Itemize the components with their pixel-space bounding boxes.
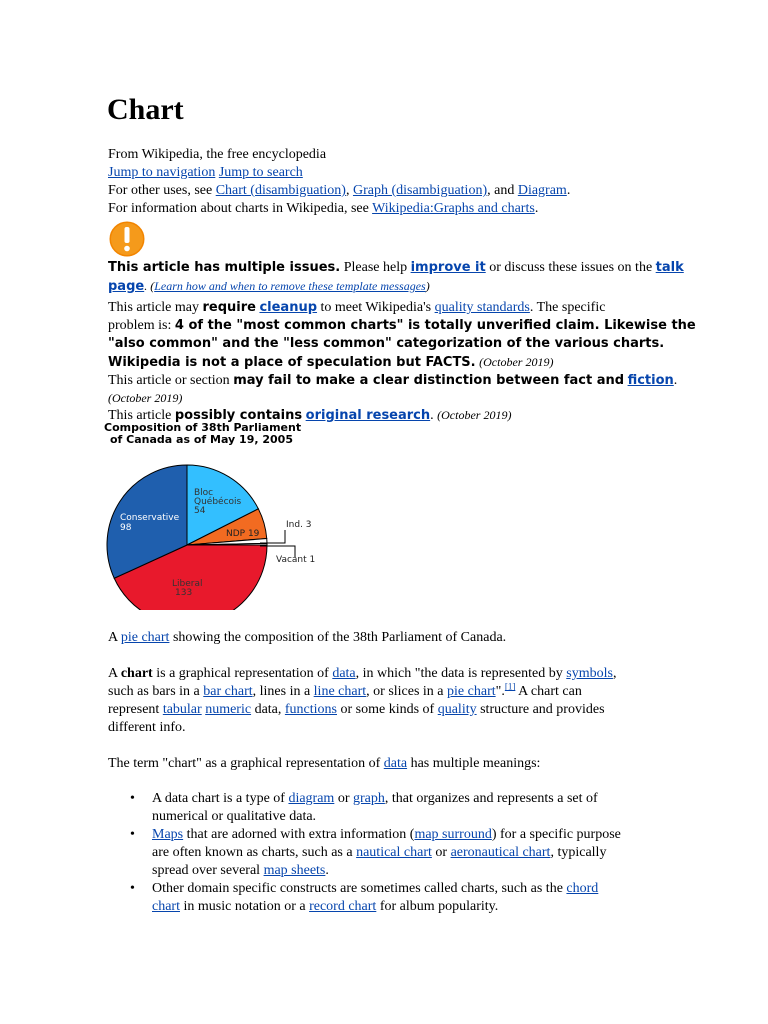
para-text: is a graphical representation of: [152, 666, 333, 681]
list-text: , that organizes and represents a set of: [384, 791, 598, 806]
tagline: From Wikipedia, the free encyclopedia: [108, 147, 327, 162]
issue-bold: possibly contains: [174, 408, 303, 423]
para1-line3: [108, 701, 605, 719]
graph-link[interactable]: graph: [353, 791, 385, 806]
list-text: numerical or qualitative data.: [152, 809, 317, 824]
line-chart-link[interactable]: line chart: [313, 684, 367, 699]
para1-line1: [108, 665, 616, 683]
nautical-chart-link[interactable]: nautical chart: [356, 845, 432, 860]
list-item: [108, 880, 668, 916]
jump-links: [108, 164, 303, 182]
para-text: , or slices in a: [366, 684, 448, 699]
issue-text: to meet Wikipedia's: [317, 300, 435, 315]
list-text: or: [334, 791, 353, 806]
bloc-label-2: Québécois: [194, 497, 242, 507]
cleanup-link[interactable]: cleanup: [259, 300, 318, 315]
list-text: Other domain specific constructs are sometimes called charts, such as the: [152, 881, 567, 896]
chart-title-line2: of Canada as of May 19, 2005: [110, 433, 293, 446]
para-text: ,: [612, 666, 617, 681]
data-link[interactable]: data: [332, 666, 356, 681]
multiple-issues-line1: [108, 259, 684, 277]
conservative-label: Conservative: [120, 513, 180, 523]
issue-text: .: [673, 373, 678, 388]
map-surround-link[interactable]: map surround: [414, 827, 492, 842]
hatnote-text: .: [566, 183, 571, 198]
pie-chart-link[interactable]: pie chart: [120, 630, 170, 645]
issue-text: .: [430, 408, 434, 423]
issue-text: This article or section: [108, 373, 234, 388]
para2: [108, 755, 540, 773]
learn-remove-templates-link[interactable]: Learn how and when to remove these template messages: [154, 279, 426, 293]
list-text: are often known as charts, such as a: [152, 845, 357, 860]
issue1-line4: [108, 353, 553, 372]
para-text: ".: [495, 684, 505, 699]
para-text: The term "chart" as a graphical representation of: [108, 756, 384, 771]
ndp-label: NDP 19: [226, 529, 260, 539]
issue-date: (October 2019): [437, 408, 512, 422]
issue-bold: "also common" and the "less common" categorization of the various charts.: [108, 336, 665, 351]
jump-to-search-link[interactable]: Jump to search: [218, 165, 303, 180]
diagram-link[interactable]: Diagram: [517, 183, 567, 198]
ind-label: Ind. 3: [286, 520, 312, 530]
meanings-list: [108, 790, 668, 916]
functions-link[interactable]: functions: [284, 702, 337, 717]
issues-text: ): [425, 279, 430, 293]
chord-chart-link[interactable]: chord: [566, 881, 599, 896]
vacant-label: Vacant 1: [276, 555, 316, 565]
hatnote-text: For other uses, see: [108, 183, 216, 198]
list-text: for album popularity.: [376, 899, 499, 914]
hatnote-graphs: [108, 200, 538, 218]
list-text: in music notation or a: [179, 899, 310, 914]
chart-title-line1: Composition of 38th Parliament: [104, 421, 302, 434]
issue1-line2: [108, 317, 696, 335]
chord-chart-link-2[interactable]: chart: [152, 899, 180, 914]
list-text: A data chart is a type of: [152, 791, 289, 806]
original-research-link[interactable]: original research: [305, 408, 431, 423]
issues-heading: This article has multiple issues.: [108, 260, 341, 275]
para-text: has multiple meanings:: [407, 756, 541, 771]
quality-standards-link[interactable]: quality standards: [434, 300, 530, 315]
diagram-link-2[interactable]: diagram: [288, 791, 335, 806]
para-text: or some kinds of: [337, 702, 438, 717]
pie-chart: [100, 450, 330, 610]
list-text: spread over several: [152, 863, 264, 878]
liberal-label: Liberal: [172, 579, 203, 589]
caption-text: showing the composition of the 38th Parliament of Canada.: [169, 630, 507, 645]
chart-title: [104, 422, 301, 446]
conservative-value: 98: [120, 523, 132, 533]
tabular-link[interactable]: tabular: [162, 702, 202, 717]
map-sheets-link[interactable]: map sheets: [263, 863, 326, 878]
list-text: ) for a specific purpose: [491, 827, 621, 842]
list-text: or: [431, 845, 451, 860]
hatnote-text: , and: [487, 183, 518, 198]
para-text: A: [108, 666, 121, 681]
list-text: that are adorned with extra information (: [183, 827, 415, 842]
maps-link[interactable]: Maps: [152, 827, 184, 842]
issue-bold: require: [202, 300, 256, 315]
para-text: represent: [108, 702, 163, 717]
liberal-value: 133: [175, 588, 193, 598]
para-bold: chart: [120, 666, 153, 681]
improve-it-link[interactable]: improve it: [410, 260, 486, 275]
bloc-label: Bloc: [194, 488, 214, 498]
issues-text: or discuss these issues on the: [485, 260, 656, 275]
list-item: [108, 790, 668, 826]
graphs-and-charts-link[interactable]: Wikipedia:Graphs and charts: [372, 201, 535, 216]
list-text: , typically: [550, 845, 607, 860]
page-title: Chart: [107, 93, 184, 126]
issue2-line1: [108, 372, 677, 390]
issue1-line3: [108, 335, 664, 353]
aeronautical-chart-link[interactable]: aeronautical chart: [450, 845, 551, 860]
issue-bold: Wikipedia is not a place of speculation but FACTS.: [108, 355, 476, 370]
para-text: different info.: [108, 720, 186, 735]
para-text: data,: [251, 702, 285, 717]
bloc-value: 54: [194, 506, 206, 516]
issues-text: Please help: [340, 260, 411, 275]
warning-icon: [108, 220, 146, 258]
symbols-link[interactable]: symbols: [566, 666, 613, 681]
jump-to-navigation-link[interactable]: Jump to navigation: [108, 165, 216, 180]
hatnote-other-uses: [108, 182, 570, 200]
list-text: .: [325, 863, 329, 878]
caption-text: A: [108, 630, 121, 645]
talk-link-part2[interactable]: page: [108, 279, 145, 294]
para1-line2: [108, 683, 582, 701]
issue-text: This article: [108, 408, 175, 423]
issue-bold: may fail to make a clear distinction between fact and: [233, 373, 625, 388]
quality-link[interactable]: quality: [437, 702, 477, 717]
issue-date: (October 2019): [108, 391, 183, 405]
fiction-link[interactable]: fiction: [627, 373, 674, 388]
chart-disambiguation-link[interactable]: Chart (disambiguation): [215, 183, 346, 198]
para1-line4: [108, 719, 186, 737]
hatnote-text: .: [534, 201, 539, 216]
pie-chart-link-2[interactable]: pie chart: [447, 684, 496, 699]
bar-chart-link[interactable]: bar chart: [203, 684, 253, 699]
para-text: structure and provides: [476, 702, 605, 717]
multiple-issues-line2: [108, 277, 430, 296]
para-text: A chart can: [515, 684, 582, 699]
record-chart-link[interactable]: record chart: [309, 899, 377, 914]
issue-text: This article may: [108, 300, 203, 315]
graph-disambiguation-link[interactable]: Graph (disambiguation): [352, 183, 488, 198]
para-text: such as bars in a: [108, 684, 204, 699]
para-text: , lines in a: [252, 684, 314, 699]
issue-text: . The specific: [529, 300, 606, 315]
talk-link-part1[interactable]: talk: [655, 260, 684, 275]
issue-text: problem is:: [108, 318, 175, 333]
reference-link[interactable]: [1]: [504, 681, 516, 692]
data-link-2[interactable]: data: [383, 756, 408, 771]
numeric-link[interactable]: numeric: [205, 702, 252, 717]
issue-date: (October 2019): [479, 355, 554, 369]
para-text: , in which "the data is represented by: [355, 666, 567, 681]
hatnote-text: For information about charts in Wikipedia, see: [108, 201, 373, 216]
hatnote-text: ,: [345, 183, 353, 198]
list-item: [108, 826, 668, 880]
issues-text: . (: [144, 279, 155, 293]
issue-bold: 4 of the "most common charts" is totally unverified claim. Likewise the: [174, 318, 696, 333]
issue1-line1: [108, 299, 605, 317]
pie-caption: [108, 629, 506, 647]
